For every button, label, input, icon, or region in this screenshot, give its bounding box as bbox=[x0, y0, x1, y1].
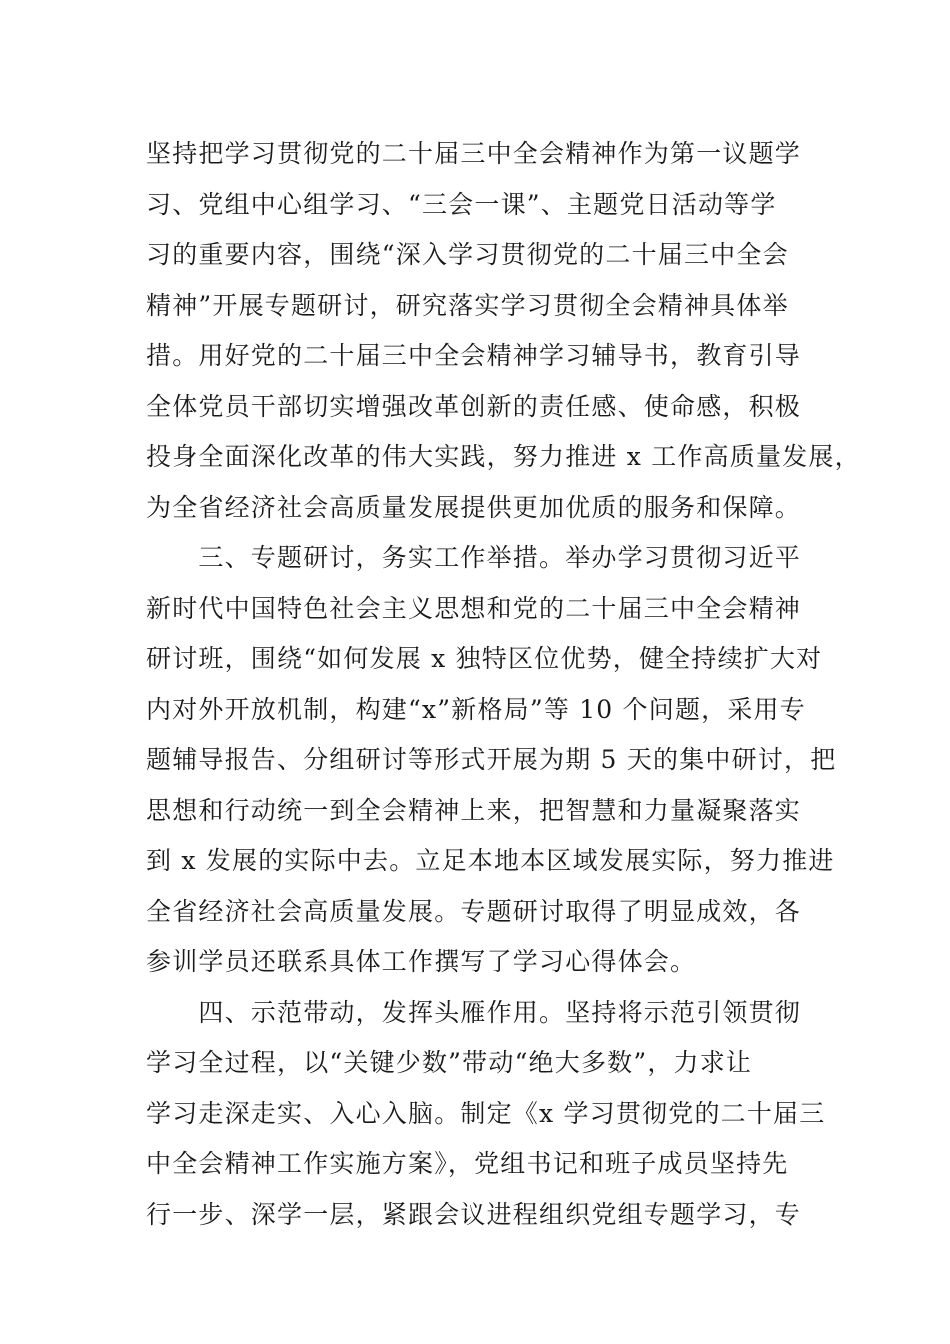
text-line: 参训学员还联系具体工作撰写了学习心得体会。 bbox=[146, 947, 697, 976]
text-line: 精神”开展专题研讨，研究落实学习贯彻全会精神具体举 bbox=[146, 290, 789, 320]
text-line: 中全会精神工作实施方案》，党组书记和班子成员坚持先 bbox=[146, 1149, 789, 1178]
document-body bbox=[146, 129, 861, 1240]
text-line: 学习走深走实、入心入脑。制定《x 学习贯彻党的二十届三 bbox=[146, 1098, 826, 1128]
text-line: 措。用好党的二十届三中全会精神学习辅导书，教育引导 bbox=[146, 341, 802, 370]
text-line: 内对外开放机制，构建“x”新格局”等 10 个问题，采用专 bbox=[146, 694, 806, 724]
text-line: 习、党组中心组学习、“三会一课”、主题党日活动等学 bbox=[146, 189, 777, 219]
text-line: 思想和行动统一到全会精神上来，把智慧和力量凝聚落实 bbox=[146, 795, 802, 825]
paragraph-continuation bbox=[146, 129, 861, 533]
text-line: 行一步、深学一层，紧跟会议进程组织党组专题学习，专 bbox=[146, 1199, 802, 1229]
paragraph-section-four bbox=[146, 988, 828, 1241]
text-line: 题辅导报告、分组研讨等形式开展为期 5 天的集中研讨，把 bbox=[146, 745, 837, 774]
text-line: 研讨班，围绕“如何发展 x 独特区位优势，健全持续扩大对 bbox=[146, 644, 823, 673]
text-line: 四、示范带动，发挥头雁作用。坚持将示范引领贯彻 bbox=[146, 997, 802, 1027]
text-line: 学习全过程，以“关键少数”带动“绝大多数”，力求让 bbox=[146, 1048, 753, 1077]
text-line: 习的重要内容，围绕“深入学习贯彻党的二十届三中全会 bbox=[146, 240, 789, 269]
text-line: 新时代中国特色社会主义思想和党的二十届三中全会精神 bbox=[146, 593, 802, 623]
text-line: 全体党员干部切实增强改革创新的责任感、使命感，积极 bbox=[146, 391, 802, 421]
text-line: 三、专题研讨，务实工作举措。举办学习贯彻习近平 bbox=[146, 543, 802, 572]
text-line: 坚持把学习贯彻党的二十届三中全会精神作为第一议题学 bbox=[146, 139, 802, 168]
text-line: 为全省经济社会高质量发展提供更加优质的服务和保障。 bbox=[146, 492, 802, 522]
text-line: 全省经济社会高质量发展。专题研讨取得了明显成效，各 bbox=[146, 896, 802, 926]
paragraph-section-three bbox=[146, 533, 837, 988]
text-line: 到 x 发展的实际中去。立足本地本区域发展实际，努力推进 bbox=[146, 846, 835, 875]
text-line: 投身全面深化改革的伟大实践，努力推进 x 工作高质量发展， bbox=[146, 442, 861, 471]
